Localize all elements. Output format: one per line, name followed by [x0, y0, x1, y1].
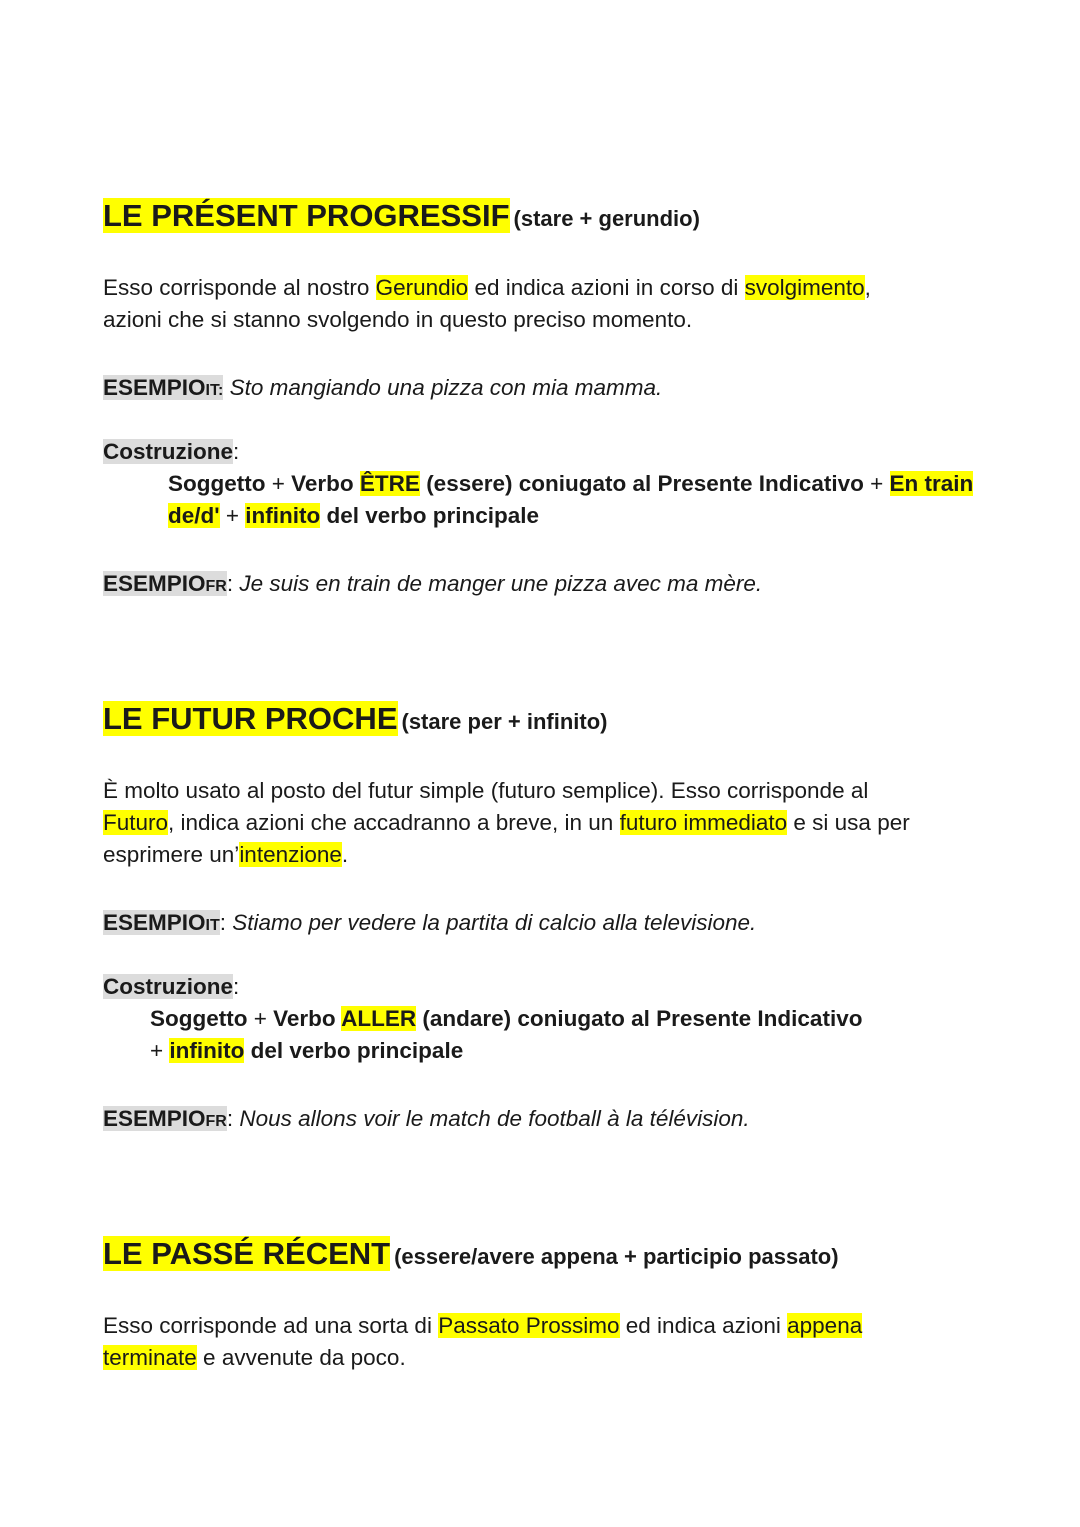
example-it [103, 372, 662, 407]
title-subtitle: (stare per + infinito) [401, 709, 608, 734]
title-highlight: LE FUTUR PROCHE [103, 701, 398, 736]
text: , [864, 275, 871, 300]
title-highlight: LE PRÉSENT PROGRESSIF [103, 198, 510, 233]
construction-label [103, 971, 239, 1003]
text: (andare) coniugato al Presente Indicativo [416, 1006, 863, 1031]
construction-label-text: Costruzione [103, 974, 234, 999]
example-text: Je suis en train de manger une pizza avec ma mère. [233, 571, 763, 596]
paragraph-line [103, 1342, 406, 1374]
text: + [863, 471, 890, 496]
highlight-gerundio: Gerundio [375, 275, 469, 300]
text: , indica azioni che accadranno a breve, in un [168, 810, 620, 835]
example-lang-tag: IT: [205, 382, 224, 399]
example-it [103, 907, 756, 942]
example-label [103, 571, 227, 596]
text: : [226, 1106, 234, 1131]
text: : [233, 974, 240, 999]
section-title-passe-recent [103, 1232, 839, 1279]
text: : [233, 439, 240, 464]
example-fr [103, 568, 762, 603]
paragraph-line [103, 1310, 862, 1342]
text: Verbo [273, 1006, 342, 1031]
text: del verbo principale [320, 503, 540, 528]
highlight-appena: appena [787, 1313, 863, 1338]
highlight-infinito: infinito [169, 1038, 245, 1063]
paragraph-line [103, 839, 348, 871]
text: Esso corrisponde ad una sorta di [103, 1313, 439, 1338]
example-label-text: ESEMPIO [103, 375, 206, 400]
section-title-futur-proche [103, 697, 607, 744]
construction-label [103, 436, 239, 468]
title-subtitle: (stare + gerundio) [513, 206, 700, 231]
text: + [265, 471, 292, 496]
highlight-en-train: En train [889, 471, 974, 496]
example-label [103, 910, 220, 935]
text: (essere) coniugato al Presente Indicativo [419, 471, 864, 496]
example-lang-tag: FR [205, 1113, 227, 1130]
section-title-present-progressif [103, 194, 700, 241]
example-text: Nous allons voir le match de football à la télévision. [233, 1106, 750, 1131]
text: e si usa per [787, 810, 910, 835]
example-label-text: ESEMPIO [103, 571, 206, 596]
highlight-de: de/d' [168, 503, 220, 528]
paragraph-line: È molto usato al posto del futur simple (futuro semplice). Esso corrisponde al [103, 778, 869, 803]
construction-line [150, 1035, 463, 1067]
text: + [150, 1038, 170, 1063]
construction-label-text: Costruzione [103, 439, 234, 464]
example-label [103, 375, 223, 400]
text: Soggetto [168, 471, 266, 496]
example-fr [103, 1103, 750, 1138]
construction-line [168, 500, 539, 532]
highlight-infinito: infinito [245, 503, 321, 528]
highlight-terminate: terminate [103, 1345, 197, 1370]
example-lang-tag: FR [205, 578, 227, 595]
text: . [341, 842, 349, 867]
text: Soggetto [150, 1006, 248, 1031]
example-lang-tag: IT [205, 917, 220, 934]
text: del verbo principale [244, 1038, 464, 1063]
example-text: Stiamo per vedere la partita di calcio alla televisione. [226, 910, 757, 935]
highlight-passato-prossimo: Passato Prossimo [438, 1313, 620, 1338]
highlight-futuro: Futuro [103, 810, 169, 835]
highlight-intenzione: intenzione [239, 842, 342, 867]
highlight-svolgimento: svolgimento [744, 275, 865, 300]
title-highlight: LE PASSÉ RÉCENT [103, 1236, 391, 1271]
highlight-etre: ÊTRE [359, 471, 420, 496]
paragraph-line [103, 807, 910, 839]
text: Esso corrisponde al nostro [103, 275, 376, 300]
paragraph-line: azioni che si stanno svolgendo in questo preciso momento. [103, 307, 693, 332]
text: Verbo [291, 471, 360, 496]
example-label-text: ESEMPIO [103, 1106, 206, 1131]
example-label [103, 1106, 227, 1131]
text: + [219, 503, 246, 528]
example-text: Sto mangiando una pizza con mia mamma. [223, 375, 663, 400]
example-label-text: ESEMPIO [103, 910, 206, 935]
construction-line [150, 1003, 862, 1035]
construction-line [168, 468, 973, 500]
paragraph-line [103, 272, 871, 304]
text: : [219, 910, 227, 935]
text: ed indica azioni [619, 1313, 788, 1338]
text: + [247, 1006, 274, 1031]
text: ed indica azioni in corso di [468, 275, 745, 300]
title-subtitle: (essere/avere appena + participio passato) [394, 1244, 839, 1269]
text: e avvenute da poco. [196, 1345, 406, 1370]
text: : [226, 571, 234, 596]
highlight-futuro-immediato: futuro immediato [619, 810, 788, 835]
highlight-aller: ALLER [341, 1006, 417, 1031]
text: esprimere un’ [103, 842, 240, 867]
